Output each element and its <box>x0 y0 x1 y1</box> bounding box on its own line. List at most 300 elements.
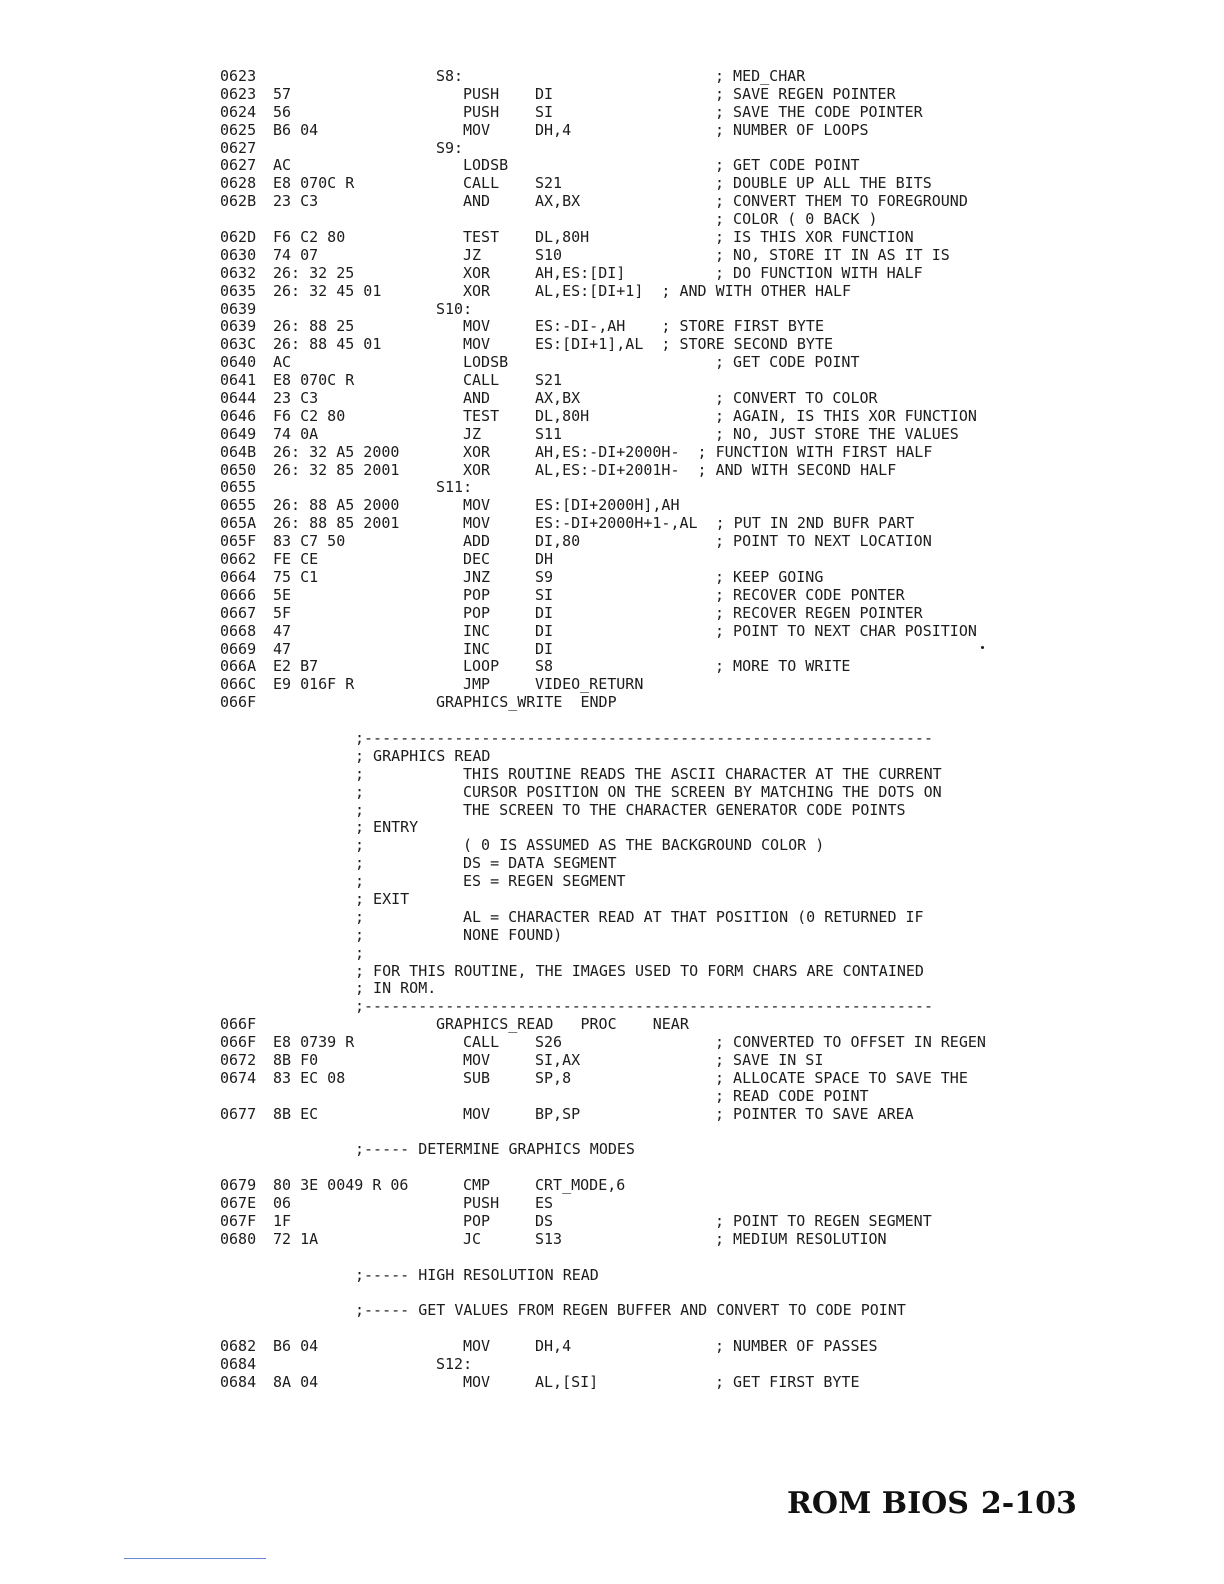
listing-line <box>0 68 1224 86</box>
listing-line <box>0 229 1224 247</box>
object-code: 26: 32 25 <box>273 263 355 282</box>
listing-line <box>0 1285 1224 1303</box>
address: 066F <box>220 1015 257 1034</box>
operands: VIDEO_RETURN <box>535 675 644 694</box>
mnemonic: LOOP <box>463 657 500 676</box>
mnemonic: MOV <box>463 514 491 533</box>
object-code: 26: 32 45 01 <box>273 281 382 300</box>
footer-title: ROM BIOS <box>787 1486 969 1521</box>
mnemonic: INC <box>463 621 491 640</box>
address: 066C <box>220 675 257 694</box>
operands: SI <box>535 102 554 121</box>
mnemonic: XOR <box>463 281 491 300</box>
object-code: E9 016F R <box>273 675 355 694</box>
address: 067E <box>220 1194 257 1213</box>
operands: S21 <box>535 371 563 390</box>
comment: ; READ CODE POINT <box>715 1086 869 1105</box>
object-code: 80 3E 0049 R 06 <box>273 1176 409 1195</box>
listing-line <box>0 390 1224 408</box>
operands: CRT_MODE,6 <box>535 1176 626 1195</box>
listing-line <box>0 479 1224 497</box>
address: 0677 <box>220 1104 257 1123</box>
stray-dot <box>981 646 984 649</box>
comment: ; COLOR ( 0 BACK ) <box>715 210 878 229</box>
address: 0627 <box>220 156 257 175</box>
address: 0641 <box>220 371 257 390</box>
mnemonic: DEC <box>463 550 491 569</box>
mnemonic: MOV <box>463 317 491 336</box>
comment-text: ; GRAPHICS READ <box>355 746 491 765</box>
listing-line <box>0 623 1224 641</box>
object-code: 5E <box>273 585 292 604</box>
comment-block-line <box>0 891 1224 909</box>
comment: ; NO, STORE IT IN AS IT IS <box>715 245 950 264</box>
listing-line <box>0 497 1224 515</box>
mnemonic: MOV <box>463 1104 491 1123</box>
object-code: 8B F0 <box>273 1050 319 1069</box>
listing-line <box>0 1034 1224 1052</box>
listing-line <box>0 211 1224 229</box>
address: 0669 <box>220 639 257 658</box>
listing-line <box>0 140 1224 158</box>
comment-detail: ( 0 IS ASSUMED AS THE BACKGROUND COLOR ) <box>463 836 825 855</box>
comment-text: ; ENTRY <box>355 818 419 837</box>
comment: ; MEDIUM RESOLUTION <box>715 1229 887 1248</box>
operands: S10 <box>535 245 563 264</box>
comment: ; POINT TO NEXT CHAR POSITION <box>715 621 977 640</box>
comment: ; SAVE THE CODE POINTER <box>715 102 923 121</box>
mnemonic: POP <box>463 1212 491 1230</box>
object-code: 23 C3 <box>273 192 319 211</box>
address: 0625 <box>220 120 257 139</box>
listing-line <box>0 408 1224 426</box>
comment: ; GET FIRST BYTE <box>715 1373 860 1392</box>
page-number: 2-103 <box>980 1486 1077 1521</box>
object-code: F6 C2 80 <box>273 228 346 247</box>
listing-line <box>0 265 1224 283</box>
operands: SI,AX <box>535 1050 581 1069</box>
mnemonic: MOV <box>463 1373 491 1392</box>
listing-line <box>0 1249 1224 1267</box>
comment-block-line <box>0 766 1224 784</box>
comment: ; ALLOCATE SPACE TO SAVE THE <box>715 1068 968 1087</box>
operands: ES:[DI+1],AL ; STORE SECOND BYTE <box>535 335 834 354</box>
comment: ; GET CODE POINT <box>715 353 860 372</box>
mnemonic: ADD <box>463 532 491 551</box>
comment-text: ;--------------------------------------------------------------- <box>355 728 933 747</box>
object-code: 72 1A <box>273 1229 319 1248</box>
listing-line <box>0 1177 1224 1195</box>
comment: ; RECOVER CODE PONTER <box>715 585 905 604</box>
comment-block-line <box>0 1141 1224 1159</box>
mnemonic: CALL <box>463 1033 500 1052</box>
address: 0650 <box>220 460 257 479</box>
object-code: 56 <box>273 102 292 121</box>
comment: ; MED_CHAR <box>715 67 806 85</box>
object-code: 26: 88 45 01 <box>273 335 382 354</box>
comment: ; POINT TO NEXT LOCATION <box>715 532 932 551</box>
object-code: 26: 88 A5 2000 <box>273 496 400 515</box>
operands: DI,80 <box>535 532 581 551</box>
object-code: 26: 88 25 <box>273 317 355 336</box>
address: 066F <box>220 693 257 712</box>
operands: DL,80H <box>535 228 590 247</box>
listing-line <box>0 694 1224 712</box>
comment-text: ; <box>355 907 365 926</box>
listing-line <box>0 1374 1224 1392</box>
listing-line <box>0 372 1224 390</box>
comment-text: ; <box>355 800 365 819</box>
operands: AX,BX <box>535 192 581 211</box>
object-code: 47 <box>273 621 292 640</box>
mnemonic: JC <box>463 1229 482 1248</box>
object-code: 8B EC <box>273 1104 319 1123</box>
comment: ; POINTER TO SAVE AREA <box>715 1104 914 1123</box>
address: 0684 <box>220 1355 257 1374</box>
comment-block-line <box>0 802 1224 820</box>
mnemonic: MOV <box>463 120 491 139</box>
listing-line <box>0 658 1224 676</box>
object-code: 26: 32 A5 2000 <box>273 442 400 461</box>
comment-text: ;----- HIGH RESOLUTION READ <box>355 1265 599 1284</box>
listing-line <box>0 712 1224 730</box>
object-code: 74 07 <box>273 245 319 264</box>
comment-detail: DS = DATA SEGMENT <box>463 854 617 873</box>
object-code: 26: 88 85 2001 <box>273 514 400 533</box>
listing-line <box>0 193 1224 211</box>
address: 065F <box>220 532 257 551</box>
operands: AH,ES:[DI] <box>535 263 626 282</box>
comment-block-line <box>0 837 1224 855</box>
address: 0630 <box>220 245 257 264</box>
listing-line <box>0 551 1224 569</box>
operands: S21 <box>535 174 563 193</box>
comment: ; DOUBLE UP ALL THE BITS <box>715 174 932 193</box>
listing-line <box>0 1052 1224 1070</box>
operands: AL,ES:-DI+2001H- ; AND WITH SECOND HALF <box>535 460 897 479</box>
listing-line <box>0 1231 1224 1249</box>
address: 0623 <box>220 67 257 85</box>
address: 0674 <box>220 1068 257 1087</box>
listing-line <box>0 283 1224 301</box>
listing-line <box>0 1016 1224 1034</box>
label: S11: <box>436 478 473 497</box>
comment: ; SAVE IN SI <box>715 1050 824 1069</box>
operands: DI <box>535 603 554 622</box>
listing-line <box>0 1088 1224 1106</box>
mnemonic: XOR <box>463 263 491 282</box>
comment-detail: CURSOR POSITION ON THE SCREEN BY MATCHING THE DOTS ON <box>463 782 942 801</box>
operands: S9 <box>535 567 554 586</box>
listing-line <box>0 318 1224 336</box>
comment: ; CONVERT THEM TO FOREGROUND <box>715 192 968 211</box>
object-code: 74 0A <box>273 424 319 443</box>
listing-line <box>0 354 1224 372</box>
address: 0644 <box>220 389 257 408</box>
mnemonic: XOR <box>463 442 491 461</box>
operands: S11 <box>535 424 563 443</box>
comment-detail: ES = REGEN SEGMENT <box>463 872 626 891</box>
listing-line <box>0 336 1224 354</box>
listing-line <box>0 605 1224 623</box>
comment: ; DO FUNCTION WITH HALF <box>715 263 923 282</box>
listing-line <box>0 1106 1224 1124</box>
operands: ES:-DI-,AH ; STORE FIRST BYTE <box>535 317 824 336</box>
listing-line <box>0 533 1224 551</box>
comment-text: ; <box>355 764 365 783</box>
address: 0649 <box>220 424 257 443</box>
mnemonic: JZ <box>463 245 482 264</box>
listing-line <box>0 1159 1224 1177</box>
comment: ; SAVE REGEN POINTER <box>715 84 896 103</box>
listing-line <box>0 1195 1224 1213</box>
operands: SP,8 <box>535 1068 572 1087</box>
address: 0639 <box>220 299 257 318</box>
label: S10: <box>436 299 473 318</box>
label: S12: <box>436 1355 473 1374</box>
object-code: 57 <box>273 84 292 103</box>
comment-text: ; FOR THIS ROUTINE, THE IMAGES USED TO FORM CHARS ARE CONTAINED <box>355 961 924 980</box>
address: 064B <box>220 442 257 461</box>
object-code: 26: 32 85 2001 <box>273 460 400 479</box>
address: 0628 <box>220 174 257 193</box>
operands: DI <box>535 639 554 658</box>
mnemonic: JNZ <box>463 567 491 586</box>
object-code: AC <box>273 353 292 372</box>
comment: ; CONVERT TO COLOR <box>715 389 878 408</box>
operands: AL,[SI] <box>535 1373 599 1392</box>
listing-line <box>0 1320 1224 1338</box>
listing-line <box>0 1356 1224 1374</box>
comment: ; NUMBER OF LOOPS <box>715 120 869 139</box>
mnemonic: PUSH <box>463 1194 500 1213</box>
comment-text: ; EXIT <box>355 889 410 908</box>
listing-line <box>0 1070 1224 1088</box>
mnemonic: JZ <box>463 424 482 443</box>
address: 062D <box>220 228 257 247</box>
label: S9: <box>436 138 464 157</box>
address: 0623 <box>220 84 257 103</box>
listing-line <box>0 1213 1224 1231</box>
comment-block-line <box>0 873 1224 891</box>
address: 0627 <box>220 138 257 157</box>
address: 0679 <box>220 1176 257 1195</box>
comment: ; RECOVER REGEN POINTER <box>715 603 923 622</box>
mnemonic: AND <box>463 389 491 408</box>
address: 0624 <box>220 102 257 121</box>
comment: ; MORE TO WRITE <box>715 657 851 676</box>
mnemonic: MOV <box>463 496 491 515</box>
comment-block-line <box>0 855 1224 873</box>
comment: ; CONVERTED TO OFFSET IN REGEN <box>715 1033 986 1052</box>
operands: BP,SP <box>535 1104 581 1123</box>
object-code: 1F <box>273 1212 292 1230</box>
address: 065A <box>220 514 257 533</box>
comment: ; KEEP GOING <box>715 567 824 586</box>
address: 066A <box>220 657 257 676</box>
comment-block-line <box>0 980 1224 998</box>
label: GRAPHICS_WRITE ENDP <box>436 693 617 712</box>
comment: ; NUMBER OF PASSES <box>715 1337 878 1356</box>
address: 0640 <box>220 353 257 372</box>
comment-block-line <box>0 819 1224 837</box>
mnemonic: JMP <box>463 675 491 694</box>
listing-line <box>0 1124 1224 1142</box>
operands: DH,4 <box>535 1337 572 1356</box>
operands: S26 <box>535 1033 563 1052</box>
address: 0639 <box>220 317 257 336</box>
address: 0668 <box>220 621 257 640</box>
operands: DH <box>535 550 554 569</box>
operands: ES:[DI+2000H],AH <box>535 496 680 515</box>
address: 0680 <box>220 1229 257 1248</box>
address: 0664 <box>220 567 257 586</box>
object-code: B6 04 <box>273 1337 319 1356</box>
object-code: FE CE <box>273 550 319 569</box>
mnemonic: LODSB <box>463 353 509 372</box>
object-code: E2 B7 <box>273 657 319 676</box>
address: 0672 <box>220 1050 257 1069</box>
mnemonic: XOR <box>463 460 491 479</box>
footnote-rule <box>124 1558 266 1559</box>
operands: DI <box>535 621 554 640</box>
listing-line <box>0 587 1224 605</box>
comment-block-line <box>0 748 1224 766</box>
comment-block-line <box>0 927 1224 945</box>
comment-block-line <box>0 1302 1224 1320</box>
address: 0666 <box>220 585 257 604</box>
listing-line <box>0 86 1224 104</box>
operands: AH,ES:-DI+2000H- ; FUNCTION WITH FIRST HALF <box>535 442 933 461</box>
object-code: 23 C3 <box>273 389 319 408</box>
mnemonic: LODSB <box>463 156 509 175</box>
listing-line <box>0 1338 1224 1356</box>
address: 0655 <box>220 496 257 515</box>
mnemonic: POP <box>463 585 491 604</box>
object-code: E8 070C R <box>273 174 355 193</box>
listing-line <box>0 676 1224 694</box>
comment-detail: NONE FOUND) <box>463 925 563 944</box>
object-code: E8 070C R <box>273 371 355 390</box>
address: 0682 <box>220 1337 257 1356</box>
comment-block-line <box>0 945 1224 963</box>
object-code: 47 <box>273 639 292 658</box>
address: 0655 <box>220 478 257 497</box>
operands: ES:-DI+2000H+1-,AL ; PUT IN 2ND BUFR PART <box>535 514 915 533</box>
listing-line <box>0 157 1224 175</box>
page-footer <box>787 1486 1089 1521</box>
mnemonic: MOV <box>463 1337 491 1356</box>
object-code: 5F <box>273 603 292 622</box>
operands: DL,80H <box>535 406 590 425</box>
listing-line <box>0 444 1224 462</box>
listing-line <box>0 569 1224 587</box>
listing-line <box>0 462 1224 480</box>
object-code: B6 04 <box>273 120 319 139</box>
operands: S8 <box>535 657 554 676</box>
object-code: 8A 04 <box>273 1373 319 1392</box>
mnemonic: MOV <box>463 335 491 354</box>
comment: ; POINT TO REGEN SEGMENT <box>715 1212 932 1230</box>
comment: ; NO, JUST STORE THE VALUES <box>715 424 959 443</box>
address: 067F <box>220 1212 257 1230</box>
comment-detail: THE SCREEN TO THE CHARACTER GENERATOR CODE POINTS <box>463 800 906 819</box>
comment-block-line <box>0 1267 1224 1285</box>
operands: DS <box>535 1212 554 1230</box>
mnemonic: CALL <box>463 174 500 193</box>
assembly-listing <box>0 68 1224 1392</box>
listing-line <box>0 301 1224 319</box>
listing-line <box>0 175 1224 193</box>
operands: AX,BX <box>535 389 581 408</box>
operands: S13 <box>535 1229 563 1248</box>
comment-text: ; <box>355 943 365 962</box>
mnemonic: MOV <box>463 1050 491 1069</box>
comment: ; AGAIN, IS THIS XOR FUNCTION <box>715 406 977 425</box>
listing-line <box>0 515 1224 533</box>
address: 0662 <box>220 550 257 569</box>
mnemonic: SUB <box>463 1068 491 1087</box>
operands: DI <box>535 84 554 103</box>
operands: ES <box>535 1194 554 1213</box>
comment-block-line <box>0 963 1224 981</box>
operands: SI <box>535 585 554 604</box>
mnemonic: PUSH <box>463 84 500 103</box>
operands: AL,ES:[DI+1] ; AND WITH OTHER HALF <box>535 281 852 300</box>
comment-block-line <box>0 784 1224 802</box>
comment-block-line <box>0 998 1224 1016</box>
address: 066F <box>220 1033 257 1052</box>
mnemonic: INC <box>463 639 491 658</box>
comment-text: ; <box>355 836 365 855</box>
comment-text: ; <box>355 854 365 873</box>
comment: ; IS THIS XOR FUNCTION <box>715 228 914 247</box>
mnemonic: CMP <box>463 1176 491 1195</box>
listing-line <box>0 247 1224 265</box>
comment-detail: THIS ROUTINE READS THE ASCII CHARACTER AT THE CURRENT <box>463 764 942 783</box>
mnemonic: TEST <box>463 228 500 247</box>
address: 0646 <box>220 406 257 425</box>
address: 0684 <box>220 1373 257 1392</box>
comment: ; GET CODE POINT <box>715 156 860 175</box>
label: GRAPHICS_READ PROC NEAR <box>436 1015 689 1034</box>
comment-text: ; <box>355 925 365 944</box>
object-code: 06 <box>273 1194 292 1213</box>
operands: DH,4 <box>535 120 572 139</box>
address: 062B <box>220 192 257 211</box>
address: 0667 <box>220 603 257 622</box>
object-code: E8 0739 R <box>273 1033 355 1052</box>
listing-line <box>0 122 1224 140</box>
comment-text: ;----- DETERMINE GRAPHICS MODES <box>355 1140 635 1159</box>
listing-line <box>0 641 1224 659</box>
address: 0632 <box>220 263 257 282</box>
address: 063C <box>220 335 257 354</box>
mnemonic: PUSH <box>463 102 500 121</box>
object-code: F6 C2 80 <box>273 406 346 425</box>
comment-detail: AL = CHARACTER READ AT THAT POSITION (0 RETURNED IF <box>463 907 924 926</box>
comment-text: ;--------------------------------------------------------------- <box>355 997 933 1016</box>
mnemonic: CALL <box>463 371 500 390</box>
mnemonic: POP <box>463 603 491 622</box>
comment-text: ; <box>355 872 365 891</box>
object-code: 83 EC 08 <box>273 1068 346 1087</box>
mnemonic: TEST <box>463 406 500 425</box>
address: 0635 <box>220 281 257 300</box>
comment-text: ;----- GET VALUES FROM REGEN BUFFER AND CONVERT TO CODE POINT <box>355 1301 906 1320</box>
label: S8: <box>436 67 464 85</box>
comment-text: ; <box>355 782 365 801</box>
